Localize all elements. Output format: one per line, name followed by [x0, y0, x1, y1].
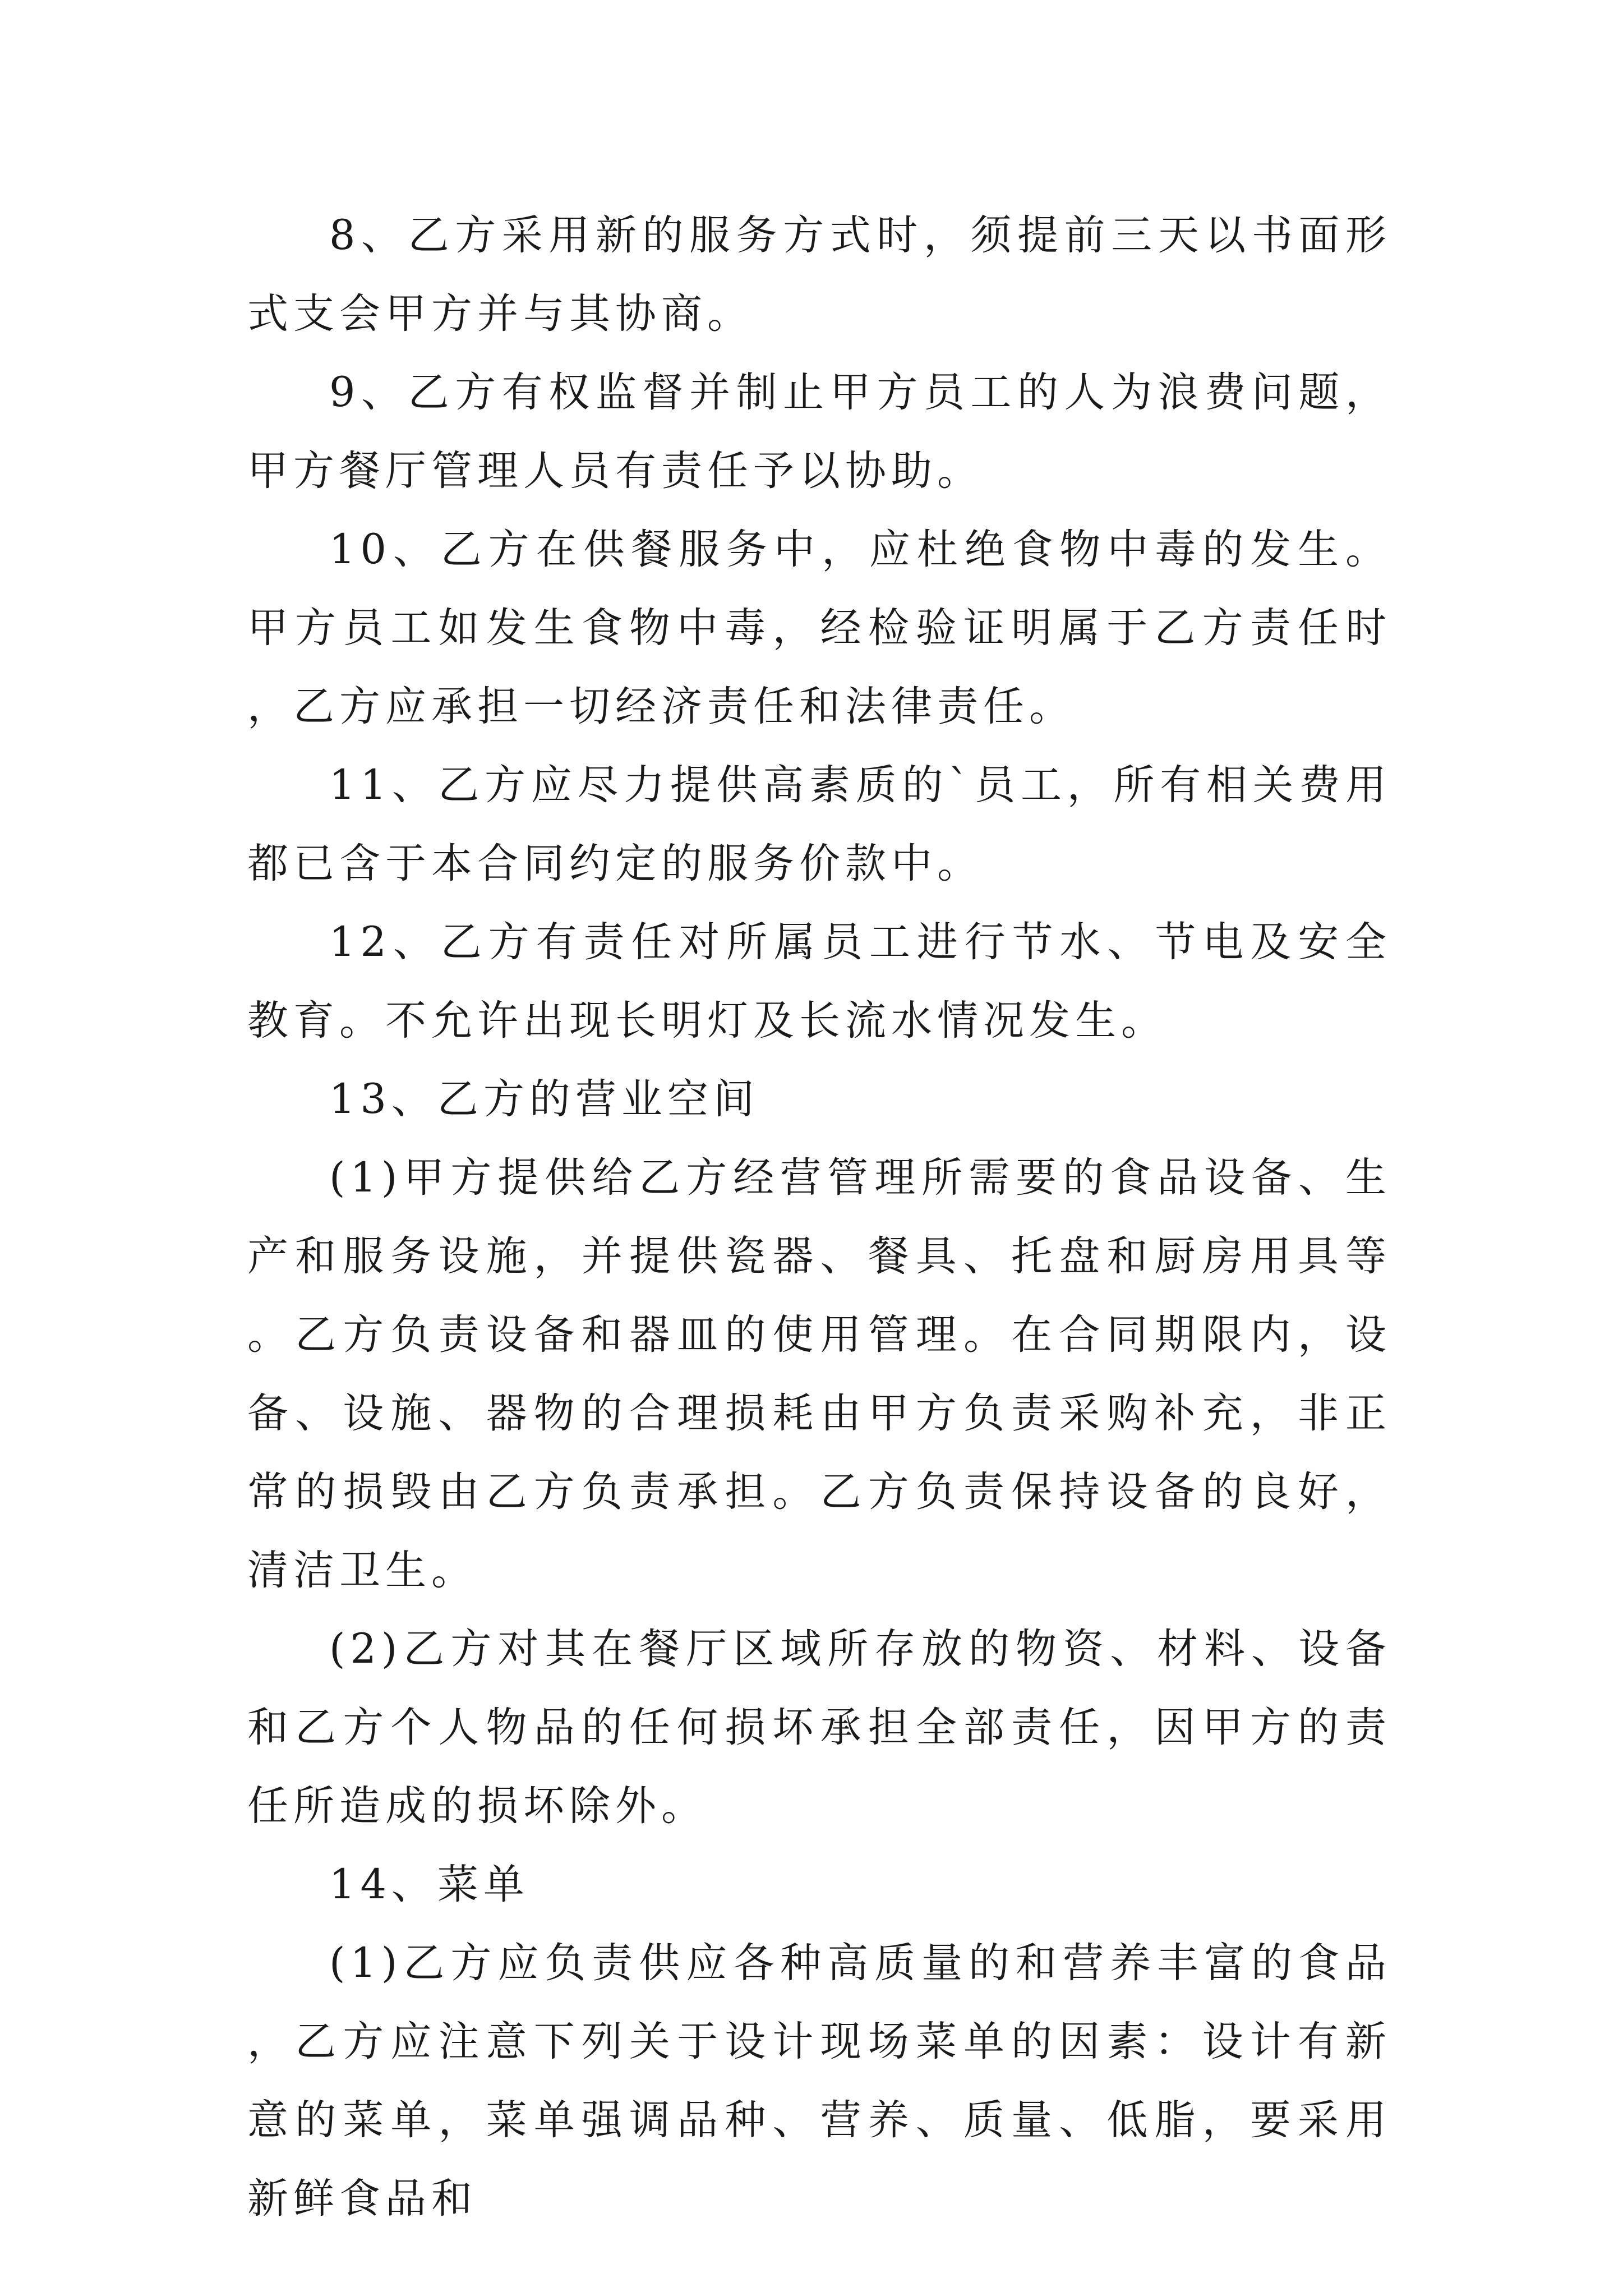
clause-9: 9、乙方有权监督并制止甲方员工的人为浪费问题，甲方餐厅管理人员有责任予以协助。 — [247, 369, 1391, 495]
clause-14-item-1: (1)乙方应负责供应各种高质量的和营养丰富的食品，乙方应注意下列关于设计现场菜单的因素：设计有新意的菜单，菜单强调品种、营养、质量、低脂，要采用新鲜食品和 — [247, 1939, 1391, 2223]
clause-13-item-1: (1)甲方提供给乙方经营管理所需要的食品设备、生产和服务设施，并提供瓷器、餐具、托盘和厨房用具等。乙方负责设备和器皿的使用管理。在合同期限内，设备、设施、器物的合理损耗由甲方负责采购补充，非正常的损毁由乙方负责承担。乙方负责保持设备的良好，清洁卫生。 — [247, 1154, 1391, 1594]
clause-11: 11、乙方应尽力提供高素质的`员工，所有相关费用都已含于本合同约定的服务价款中。 — [247, 761, 1391, 887]
clause-13-item-2: (2)乙方对其在餐厅区域所存放的物资、材料、设备和乙方个人物品的任何损坏承担全部责任，因甲方的责任所造成的损坏除外。 — [247, 1625, 1391, 1830]
clause-10: 10、乙方在供餐服务中，应杜绝食物中毒的发生。甲方员工如发生食物中毒，经检验证明属于乙方责任时，乙方应承担一切经济责任和法律责任。 — [247, 526, 1391, 730]
clause-14-heading: 14、菜单 — [329, 1861, 529, 1908]
clause-12: 12、乙方有责任对所属员工进行节水、节电及安全教育。不允许出现长明灯及长流水情况发生。 — [247, 918, 1391, 1045]
clause-8: 8、乙方采用新的服务方式时，须提前三天以书面形式支会甲方并与其协商。 — [247, 211, 1391, 338]
clause-13-heading: 13、乙方的营业空间 — [329, 1075, 759, 1123]
document-body — [247, 196, 1391, 2238]
